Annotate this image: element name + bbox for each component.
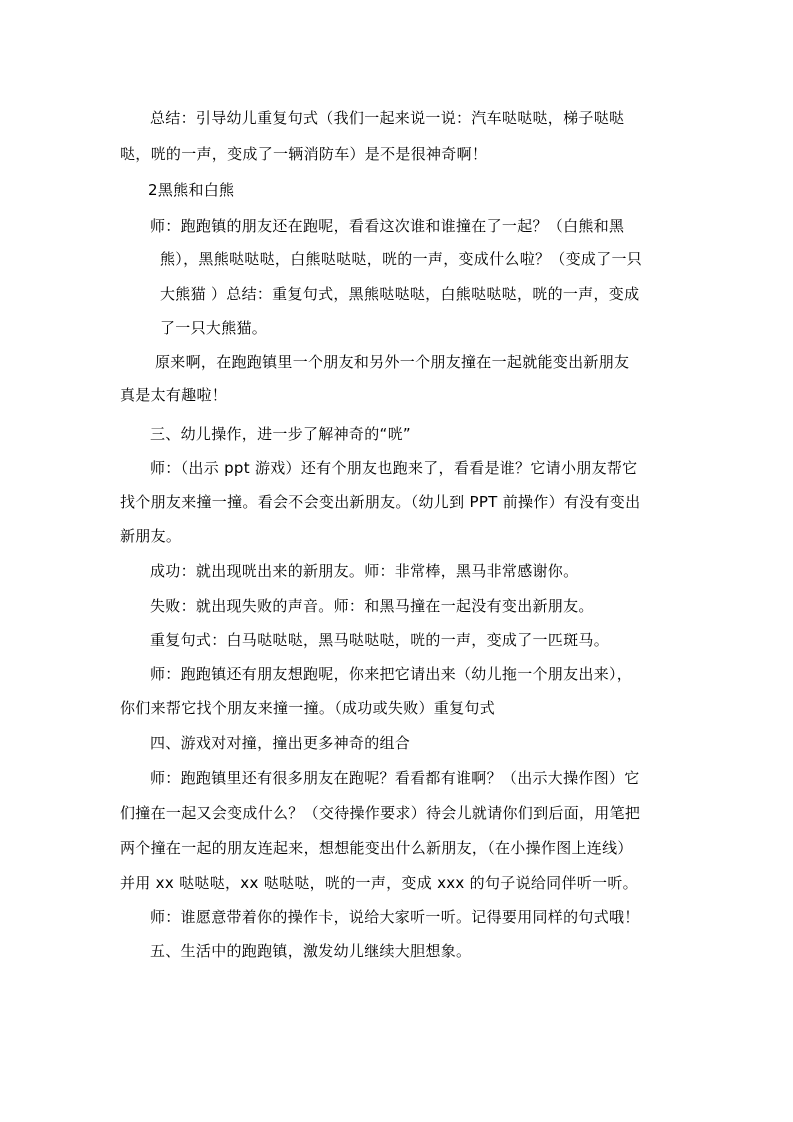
paragraph-line: 新朋友。: [120, 527, 182, 545]
paragraph-line: 你们来帮它找个朋友来撞一撞。（成功或失败）重复句式: [120, 699, 496, 717]
section-heading: 四、游戏对对撞，撞出更多神奇的组合: [150, 734, 411, 752]
section-heading: 2黑熊和白熊: [148, 181, 235, 199]
paragraph-line: 们撞在一起又会变成什么？（交待操作要求）待会儿就请你们到后面，用笔把: [120, 804, 641, 822]
paragraph-line: 失败：就出现失败的声音。师：和黑马撞在一起没有变出新朋友。: [150, 597, 594, 615]
section-heading: 五、生活中的跑跑镇，激发幼儿继续大胆想象。: [150, 942, 472, 960]
paragraph-line: 并用 xx 哒哒哒，xx 哒哒哒，咣的一声，变成 xxx 的句子说给同伴听一听。: [120, 874, 638, 892]
paragraph-line: 师：（出示 ppt 游戏）还有个朋友也跑来了，看看是谁？它请小朋友帮它: [150, 459, 638, 477]
paragraph-line: 两个撞在一起的朋友连起来，想想能变出什么新朋友，（在小操作图上连线）: [120, 839, 633, 857]
section-heading: 三、幼儿操作，进一步了解神奇的“咣”: [150, 425, 411, 443]
paragraph-line: 师：谁愿意带着你的操作卡，说给大家听一听。记得要用同样的句式哦！: [150, 908, 640, 926]
paragraph-line: 大熊猫 ）总结：重复句式，黑熊哒哒哒，白熊哒哒哒，咣的一声，变成: [160, 285, 640, 303]
paragraph-line: 师：跑跑镇的朋友还在跑呢，看看这次谁和谁撞在了一起？（白熊和黑: [150, 217, 625, 235]
paragraph-line: 熊），黑熊哒哒哒，白熊哒哒哒，咣的一声，变成什么啦？（变成了一只: [160, 250, 643, 268]
paragraph-line: 师：跑跑镇里还有很多朋友在跑呢？看看都有谁啊？（出示大操作图）它: [150, 769, 640, 787]
paragraph-line: 重复句式：白马哒哒哒，黑马哒哒哒，咣的一声，变成了一匹斑马。: [150, 631, 610, 649]
paragraph-line: 哒，咣的一声，变成了一辆消防车）是不是很神奇啊！: [120, 145, 488, 163]
paragraph-line: 师：跑跑镇还有朋友想跑呢，你来把它请出来（幼儿拖一个朋友出来），: [150, 665, 633, 683]
paragraph-line: 真是太有趣啦！: [120, 386, 228, 404]
paragraph-line: 找个朋友来撞一撞。看会不会变出新朋友。（幼儿到 PPT 前操作）有没有变出: [120, 493, 641, 511]
paragraph-line: 成功：就出现咣出来的新朋友。师：非常棒，黑马非常感谢你。: [150, 562, 579, 580]
paragraph-line: 总结：引导幼儿重复句式（我们一起来说一说：汽车哒哒哒，梯子哒哒: [150, 109, 625, 127]
paragraph-line: 了一只大熊猫。: [160, 319, 268, 337]
paragraph-line: 原来啊，在跑跑镇里一个朋友和另外一个朋友撞在一起就能变出新朋友: [155, 353, 630, 371]
